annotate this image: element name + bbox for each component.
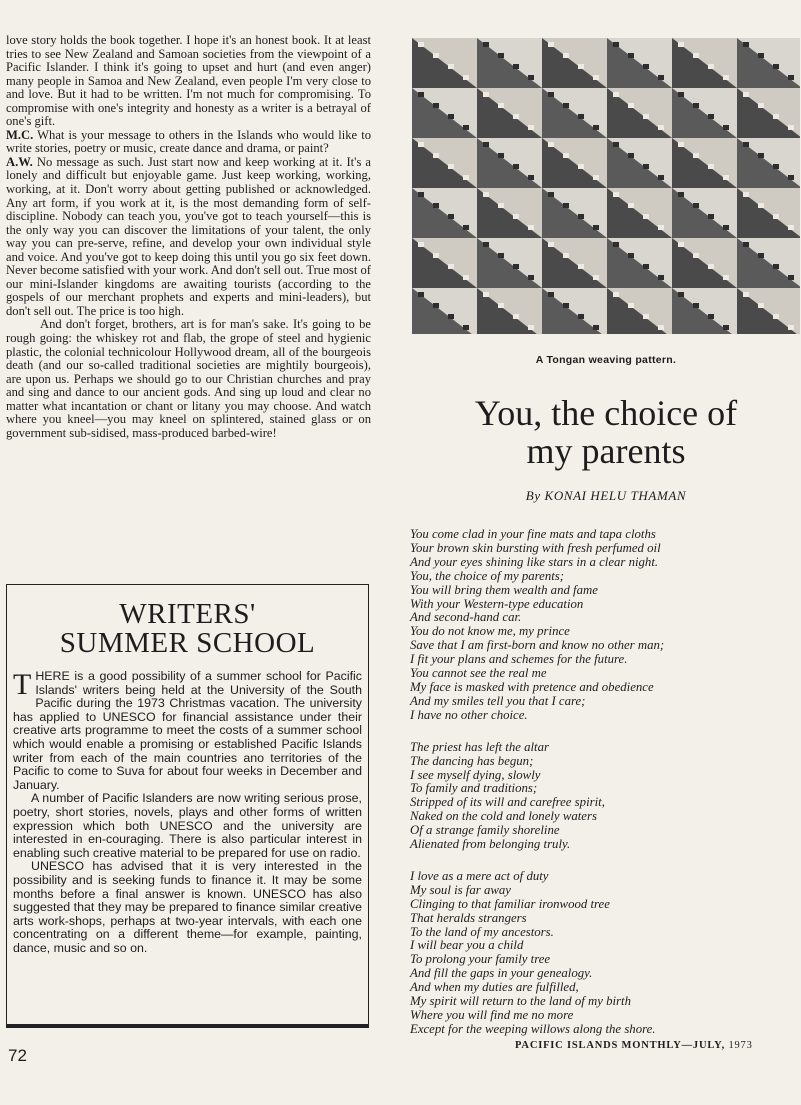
weave-stitch — [483, 292, 489, 297]
weave-stitch — [613, 142, 619, 147]
weave-stitch — [528, 75, 534, 80]
writers-summer-school-box — [6, 584, 369, 1025]
weave-stitch — [643, 114, 649, 119]
weave-stitch — [483, 192, 489, 197]
weave-stitch — [483, 142, 489, 147]
weave-stitch — [418, 242, 424, 247]
weave-stitch — [643, 314, 649, 319]
article-paragraph-3: A.W. No message as such. Just start now and keep working at it. It's a lonely and difficult but enjoyable game. Just keep working, working, working, at it. Don't worry about getting published or acknowledged. Any art form, if you work at it, is the most demanding form of self-discipline. Nobody can teach you, you've got to teach yourself—this is the only way you can discover the limitations of your talent, the only way you can pre-serve, refine, and develop your own individual style and voice. And you've got to keep doing this until you go six feet down. Never become satisfied with your work. And don't sell out. True most of our mini-Islander kingdoms are awaiting tourists (according to the gospels of our merchant prophets and experts and mini-leaders), but don't sell out. The price is too high. — [6, 154, 371, 318]
poem-line: Of a strange family shoreline — [410, 823, 560, 838]
weave-stitch — [658, 225, 664, 230]
poem-line: And second-hand car. — [410, 610, 522, 625]
weave-stitch — [678, 142, 684, 147]
weave-stitch — [548, 242, 554, 247]
weave-stitch — [483, 42, 489, 47]
box-title: WRITERS' SUMMER SCHOOL — [59, 598, 316, 659]
weave-stitch — [563, 53, 569, 58]
weave-stitch — [433, 203, 439, 208]
poem-line: My face is masked with pretence and obedience — [410, 679, 654, 694]
weave-stitch — [788, 175, 794, 180]
speaker-label: M.C. — [6, 127, 34, 142]
poem-line: And fill the gaps in your genealogy. — [410, 966, 593, 981]
poem-line: I fit your plans and schemes for the future. — [410, 652, 628, 667]
weave-stitch — [593, 275, 599, 280]
weave-stitch — [723, 175, 729, 180]
weave-stitch — [463, 325, 469, 330]
weave-stitch — [463, 125, 469, 130]
weave-stitch — [578, 214, 584, 219]
weave-stitch — [528, 175, 534, 180]
drop-cap: T — [13, 668, 32, 701]
weave-stitch — [548, 142, 554, 147]
weave-stitch — [448, 64, 454, 69]
poem-line: Your brown skin bursting with fresh perfumed oil — [410, 540, 661, 555]
poem-line: I have no other choice. — [410, 707, 528, 722]
weave-stitch — [723, 125, 729, 130]
weave-stitch — [513, 64, 519, 69]
weave-stitch — [563, 303, 569, 308]
weave-stitch — [498, 53, 504, 58]
poem-line: You come clad in your fine mats and tapa cloths — [410, 527, 656, 541]
box-paragraph-1: THERE is a good possibility of a summer school for Pacific Islands' writers being held at the University of the South Pacific during the 1973 Christmas vacation. The university has applied to UNESCO for financial assistance under their creative arts programme to meet the costs of a summer school which would enable a promising or established Pacific Islands writer from each of the main countries ano territories of the Pacific to come to Suva for about four weeks in December and January. — [13, 668, 362, 792]
weave-stitch — [563, 203, 569, 208]
weave-stitch — [693, 303, 699, 308]
weave-stitch — [613, 92, 619, 97]
poem-byline: By KONAI HELU THAMAN — [525, 488, 687, 503]
weave-stitch — [788, 125, 794, 130]
weave-stitch — [513, 214, 519, 219]
weave-stitch — [788, 325, 794, 330]
weave-stitch — [418, 142, 424, 147]
weave-stitch — [433, 253, 439, 258]
weave-stitch — [643, 64, 649, 69]
poem-line: And your eyes shining like stars in a clear night. — [410, 554, 659, 569]
poem-title: You, the choice of my parents — [474, 393, 738, 471]
weave-stitch — [528, 275, 534, 280]
weave-stitch — [433, 153, 439, 158]
weave-stitch — [613, 42, 619, 47]
weave-stitch — [483, 242, 489, 247]
weave-stitch — [723, 275, 729, 280]
weave-stitch — [593, 325, 599, 330]
weave-stitch — [628, 103, 634, 108]
poem-line: With your Western-type education — [410, 596, 584, 611]
weave-stitch — [773, 264, 779, 269]
box-paragraph-2: A number of Pacific Islanders are now writing serious prose, poetry, short stories, novels, plays and other forms of written expression which both UNESCO and the university are interested in en-couraging. There is also particular interest in enabling such creative material to be prepared for use on radio. — [13, 791, 362, 860]
weave-stitch — [743, 242, 749, 247]
poem-line: My spirit will return to the land of my birth — [410, 994, 631, 1009]
weave-stitch — [693, 253, 699, 258]
poem-line: My soul is far away — [410, 882, 511, 897]
weave-stitch — [708, 314, 714, 319]
poem-line: Stripped of its will and carefree spirit, — [410, 795, 605, 810]
poem-stanza-1 — [410, 528, 798, 723]
weave-stitch — [658, 275, 664, 280]
weave-stitch — [593, 175, 599, 180]
weave-stitch — [758, 53, 764, 58]
weave-stitch — [708, 114, 714, 119]
article-paragraph-1: love story holds the book together. I hope it's an honest book. It at least tries to see New Zealand and Samoan societies from the viewpoint of a Pacific Islander. I think it's going to upset and hurt (and even anger) many people in Samoa and New Zealand, even people I'm very close to and love. But it had to be written. I'm not much for compromising. To compromise with one's integrity and honesty as a writer is a betrayal of one's gift. — [6, 33, 371, 129]
weave-stitch — [678, 42, 684, 47]
weave-stitch — [658, 175, 664, 180]
poem-line: The dancing has begun; — [410, 753, 534, 768]
weave-stitch — [418, 192, 424, 197]
tongan-weaving-image — [412, 38, 800, 334]
weave-stitch — [758, 103, 764, 108]
weave-stitch — [548, 292, 554, 297]
weave-stitch — [743, 42, 749, 47]
weave-stitch — [723, 325, 729, 330]
weave-stitch — [723, 225, 729, 230]
weave-stitch — [433, 303, 439, 308]
poem-line: I will bear you a child — [410, 938, 524, 953]
weave-stitch — [433, 53, 439, 58]
weave-stitch — [483, 92, 489, 97]
poem-stanza-3 — [410, 870, 798, 1037]
weave-stitch — [743, 142, 749, 147]
weave-stitch — [528, 325, 534, 330]
weave-stitch — [743, 92, 749, 97]
poem-line: Where you will find me no more — [410, 1008, 574, 1022]
weave-stitch — [708, 214, 714, 219]
weave-stitch — [563, 153, 569, 158]
poem-line: You, the choice of my parents; — [410, 568, 565, 583]
weave-stitch — [613, 292, 619, 297]
poem-stanza-2 — [410, 741, 798, 852]
weave-stitch — [708, 64, 714, 69]
weave-stitch — [448, 214, 454, 219]
weave-stitch — [693, 103, 699, 108]
weave-stitch — [693, 53, 699, 58]
weave-stitch — [658, 75, 664, 80]
weave-stitch — [678, 92, 684, 97]
box-paragraph-3: UNESCO has advised that it is very interested in the possibility and is seeking funds to finance it. It may be some months before a final answer is known. UNESCO has also suggested that they may be prepared to finance similar creative arts work-shops, perhaps at two-year intervals, with each one concentrating on a different theme—for example, painting, dance, music and so on. — [13, 859, 362, 955]
weave-stitch — [498, 303, 504, 308]
article-paragraph-4: And don't forget, brothers, art is for man's sake. It's going to be rough going: the whiskey rot and flab, the grope of steel and hygienic plastic, the colonial technicolour Hollywood dream, all of the bourgeois death (and our so-called traditional societies are mightily bourgeois), are upon us. Perhaps we should go to our Christian churches and pray and sing and dance to our ancient gods. And sing up loud and clear no matter what incantation or chant or litany you may choose. And watch where you kneel—you may kneel on splintered, stained glass or on government sub-sidised, mass-produced barbed-wire! — [6, 317, 371, 440]
weave-stitch — [628, 153, 634, 158]
poem-line: That heralds strangers — [410, 910, 527, 925]
weave-stitch — [693, 153, 699, 158]
weave-stitch — [658, 325, 664, 330]
weave-stitch — [758, 153, 764, 158]
weave-stitch — [463, 75, 469, 80]
weave-stitch — [513, 314, 519, 319]
poem-line: You do not know me, my prince — [410, 624, 570, 639]
weave-stitch — [593, 225, 599, 230]
weave-stitch — [448, 314, 454, 319]
box-body — [7, 670, 368, 955]
weave-stitch — [773, 314, 779, 319]
weave-stitch — [513, 264, 519, 269]
weave-stitch — [788, 275, 794, 280]
weave-stitch — [758, 203, 764, 208]
weave-stitch — [593, 125, 599, 130]
weave-stitch — [463, 175, 469, 180]
weave-stitch — [658, 125, 664, 130]
weave-stitch — [693, 203, 699, 208]
weave-stitch — [613, 192, 619, 197]
weave-stitch — [628, 253, 634, 258]
poem-line: Except for the weeping willows along the shore. — [410, 1021, 656, 1036]
poem-line: And my smiles tell you that I care; — [410, 693, 586, 708]
weave-stitch — [628, 203, 634, 208]
weave-stitch — [578, 114, 584, 119]
weave-stitch — [613, 242, 619, 247]
weave-stitch — [758, 253, 764, 258]
weave-stitch — [448, 114, 454, 119]
weave-stitch — [548, 92, 554, 97]
box-bottom-rule — [6, 1025, 369, 1028]
weave-stitch — [563, 253, 569, 258]
weave-stitch — [773, 64, 779, 69]
poem-line: Alienated from belonging truly. — [410, 837, 571, 852]
weave-stitch — [643, 214, 649, 219]
weave-stitch — [498, 253, 504, 258]
weave-stitch — [418, 42, 424, 47]
poem-line: Save that I am first-born and know no other man; — [410, 638, 665, 653]
weave-stitch — [788, 75, 794, 80]
weave-stitch — [788, 225, 794, 230]
weave-stitch — [463, 275, 469, 280]
weave-stitch — [548, 192, 554, 197]
poem-line: Clinging to that familiar ironwood tree — [410, 896, 610, 911]
weave-stitch — [448, 264, 454, 269]
weave-stitch — [773, 164, 779, 169]
weave-stitch — [498, 103, 504, 108]
weave-stitch — [433, 103, 439, 108]
weave-stitch — [593, 75, 599, 80]
weave-stitch — [563, 103, 569, 108]
weave-stitch — [758, 303, 764, 308]
weave-stitch — [578, 314, 584, 319]
weave-stitch — [418, 92, 424, 97]
article-paragraph-2: M.C. What is your message to others in the Islands who would like to write stories, poetry or music, create dance and drama, or paint? — [6, 127, 371, 156]
image-caption: A Tongan weaving pattern. — [535, 354, 677, 366]
weave-stitch — [678, 292, 684, 297]
weave-stitch — [463, 225, 469, 230]
weave-stitch — [743, 292, 749, 297]
page-footer — [515, 1040, 753, 1051]
poem-line: You cannot see the real me — [410, 666, 547, 681]
magazine-name: PACIFIC ISLANDS MONTHLY—JULY, — [515, 1040, 726, 1051]
weave-stitch — [628, 53, 634, 58]
weave-stitch — [513, 164, 519, 169]
poem-line: And when my duties are fulfilled, — [410, 980, 579, 995]
weave-stitch — [643, 164, 649, 169]
page-number: 72 — [8, 1046, 27, 1065]
weave-stitch — [528, 125, 534, 130]
left-column — [6, 34, 371, 440]
weave-stitch — [723, 75, 729, 80]
poem-line: To family and traditions; — [410, 781, 538, 796]
weave-stitch — [708, 164, 714, 169]
weave-stitch — [773, 214, 779, 219]
weave-stitch — [678, 192, 684, 197]
footer-year: 1973 — [728, 1040, 753, 1051]
poem-line: The priest has left the altar — [410, 739, 549, 754]
poem-line: To prolong your family tree — [410, 952, 551, 967]
weave-stitch — [513, 114, 519, 119]
poem-line: I see myself dying, slowly — [410, 767, 541, 782]
weave-stitch — [643, 264, 649, 269]
speaker-label: A.W. — [6, 154, 33, 169]
weave-stitch — [743, 192, 749, 197]
weave-stitch — [773, 114, 779, 119]
weave-stitch — [578, 64, 584, 69]
weaving-pattern-graphic — [412, 38, 800, 334]
weave-stitch — [448, 164, 454, 169]
weave-stitch — [578, 264, 584, 269]
weave-stitch — [528, 225, 534, 230]
weave-stitch — [578, 164, 584, 169]
weave-stitch — [678, 242, 684, 247]
weave-stitch — [418, 292, 424, 297]
poem-body — [410, 528, 798, 1055]
weave-stitch — [498, 153, 504, 158]
poem-line: You will bring them wealth and fame — [410, 582, 598, 597]
weave-stitch — [548, 42, 554, 47]
poem-line: I love as a mere act of duty — [410, 868, 549, 883]
poem-line: To the land of my ancestors. — [410, 924, 554, 939]
weave-stitch — [708, 264, 714, 269]
poem-line: Naked on the cold and lonely waters — [410, 809, 597, 824]
weave-stitch — [498, 203, 504, 208]
weave-stitch — [628, 303, 634, 308]
